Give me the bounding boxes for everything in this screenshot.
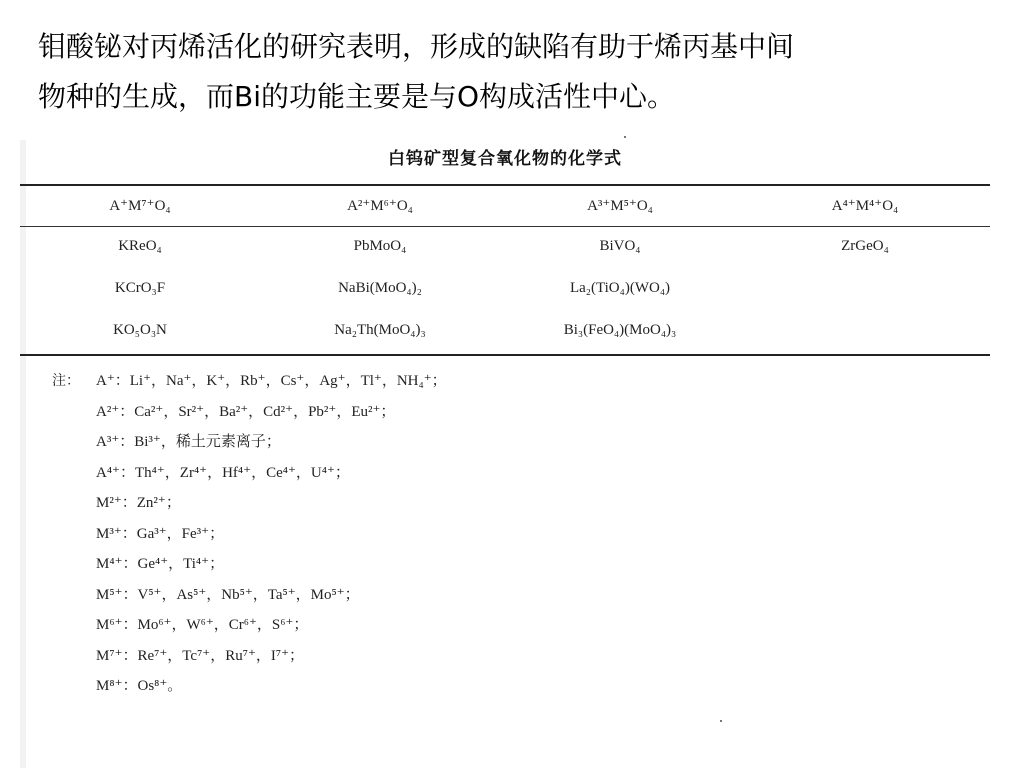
note-line: M²⁺：Zn²⁺；	[96, 495, 181, 511]
intro-text	[38, 22, 998, 122]
scanned-table-image	[20, 140, 990, 768]
table-cell: KO₅O₃N	[113, 322, 167, 338]
table-notes	[52, 366, 447, 702]
table-cell: La₂(TiO₄)(WO₄)	[569, 280, 671, 296]
note-line: A³⁺：Bi³⁺，稀土元素离子；	[96, 434, 281, 450]
table-cell: PbMoO₄	[353, 238, 407, 254]
note-label: 注：	[52, 373, 80, 389]
table-cell: Na₂Th(MoO₄)₃	[334, 322, 426, 338]
note-line: A⁴⁺：Th⁴⁺，Zr⁴⁺，Hf⁴⁺，Ce⁴⁺，U⁴⁺；	[96, 464, 350, 481]
table-cell: Bi₃(FeO₄)(MoO₄)₃	[563, 322, 677, 338]
note-line: A²⁺：Ca²⁺，Sr²⁺，Ba²⁺，Cd²⁺，Pb²⁺，Eu²⁺；	[96, 403, 396, 420]
note-line: M⁵⁺：V⁵⁺，As⁵⁺，Nb⁵⁺，Ta⁵⁺，Mo⁵⁺；	[96, 586, 360, 603]
note-line: M³⁺：Ga³⁺，Fe³⁺；	[96, 525, 225, 542]
table-header-cell: A⁺M⁷⁺O₄	[109, 198, 171, 214]
intro-line-2: 物种的生成，而Bi的功能主要是与O构成活性中心。	[38, 80, 676, 113]
note-line: M⁶⁺：Mo⁶⁺，W⁶⁺，Cr⁶⁺，S⁶⁺；	[96, 617, 309, 633]
table-cell: KReO₄	[118, 238, 162, 254]
note-line	[52, 366, 447, 397]
table-header-cell: A²⁺M⁶⁺O₄	[347, 198, 413, 214]
table-cell: BiVO₄	[599, 238, 641, 254]
table-header-rule	[20, 226, 990, 227]
note-line: M⁷⁺：Re⁷⁺，Tc⁷⁺，Ru⁷⁺，I⁷⁺；	[96, 647, 305, 664]
table-cell: NaBi(MoO₄)₂	[338, 280, 422, 296]
table-bottom-rule	[20, 354, 990, 356]
note-line: M⁴⁺：Ge⁴⁺，Ti⁴⁺；	[96, 556, 225, 572]
scan-speck	[624, 136, 626, 138]
table-top-rule	[20, 184, 990, 186]
intro-line-1: 钼酸铋对丙烯活化的研究表明，形成的缺陷有助于烯丙基中间	[38, 30, 795, 63]
scan-speck	[720, 720, 722, 722]
table-header-cell: A⁴⁺M⁴⁺O₄	[831, 198, 899, 214]
note-line: M⁸⁺：Os⁸⁺。	[96, 678, 183, 694]
table-title: 白钨矿型复合氧化物的化学式	[388, 149, 622, 169]
table-cell: ZrGeO₄	[841, 238, 889, 254]
table-cell: KCrO₃F	[114, 280, 166, 296]
table-header-cell: A³⁺M⁵⁺O₄	[587, 198, 653, 214]
note-text: A⁺：Li⁺，Na⁺，K⁺，Rb⁺，Cs⁺，Ag⁺，Tl⁺，NH₄⁺；	[96, 373, 447, 389]
